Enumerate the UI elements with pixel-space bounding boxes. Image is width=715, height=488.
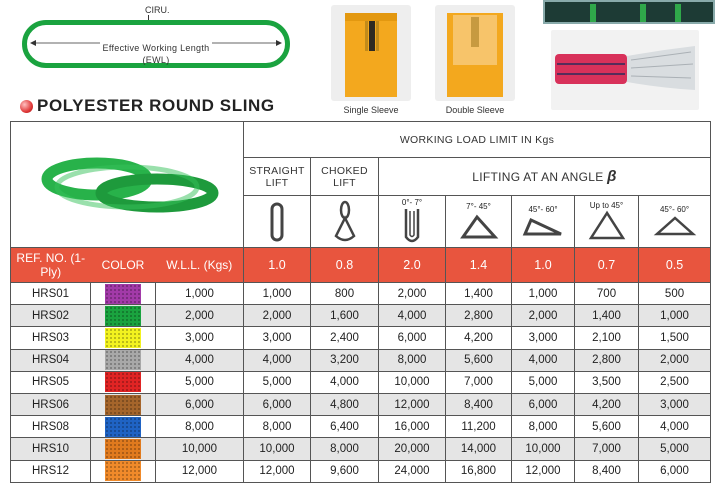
- wll-header: WORKING LOAD LIMIT IN Kgs: [244, 122, 711, 158]
- basket-wide-angle-icon: [521, 214, 565, 238]
- load-value-cell: 1,000: [244, 283, 311, 305]
- factor-0-7: 2.0: [379, 248, 446, 283]
- load-value-cell: 6,000: [639, 460, 711, 482]
- ewl-label-line2: (EWL): [142, 55, 170, 65]
- sling-core-photo: [551, 30, 699, 110]
- table-row: [11, 371, 711, 393]
- load-value-cell: 8,000: [379, 349, 446, 371]
- load-value-cell: 10,000: [244, 438, 311, 460]
- wll-cell: 6,000: [156, 393, 244, 415]
- factor-row: [11, 248, 711, 283]
- color-cell: [91, 349, 156, 371]
- load-value-cell: 12,000: [244, 460, 311, 482]
- color-cell: [91, 416, 156, 438]
- choked-lift-header: CHOKED LIFT: [311, 158, 379, 196]
- angle-45-60-icon-cell: [512, 196, 575, 248]
- load-value-cell: 4,000: [379, 305, 446, 327]
- load-value-cell: 12,000: [379, 393, 446, 415]
- load-value-cell: 3,500: [575, 371, 639, 393]
- wll-cell: 12,000: [156, 460, 244, 482]
- factor-straight: 1.0: [244, 248, 311, 283]
- color-cell: [91, 393, 156, 415]
- wll-table: [10, 121, 711, 483]
- load-value-cell: 1,000: [512, 283, 575, 305]
- angle-0-7-label: 0°- 7°: [401, 198, 423, 207]
- load-value-cell: 2,800: [446, 305, 512, 327]
- wll-cell: 5,000: [156, 371, 244, 393]
- table-body: [11, 283, 711, 483]
- angle-45-60-leg-icon-cell: [639, 196, 711, 248]
- ref-no-cell: HRS02: [11, 305, 91, 327]
- load-value-cell: 6,000: [244, 393, 311, 415]
- load-value-cell: 11,200: [446, 416, 512, 438]
- basket-vertical-icon: [400, 207, 424, 245]
- table-row: [11, 438, 711, 460]
- wll-cell: 3,000: [156, 327, 244, 349]
- load-value-cell: 1,000: [639, 305, 711, 327]
- angle-45-60-leg-label: 45°- 60°: [659, 205, 690, 214]
- load-value-cell: 3,000: [512, 327, 575, 349]
- load-value-cell: 20,000: [379, 438, 446, 460]
- choked-lift-icon: [330, 200, 360, 244]
- load-value-cell: 2,400: [311, 327, 379, 349]
- straight-lift-icon-cell: [244, 196, 311, 248]
- load-value-cell: 14,000: [446, 438, 512, 460]
- load-value-cell: 5,600: [575, 416, 639, 438]
- load-value-cell: 16,000: [379, 416, 446, 438]
- two-leg-wide-icon: [653, 214, 697, 238]
- table-row: [11, 416, 711, 438]
- ref-no-header: REF. NO. (1-Ply): [11, 248, 91, 283]
- factor-up-to-45: 0.7: [575, 248, 639, 283]
- table-row: [11, 327, 711, 349]
- load-value-cell: 4,800: [311, 393, 379, 415]
- wll-cell: 10,000: [156, 438, 244, 460]
- ref-no-cell: HRS01: [11, 283, 91, 305]
- load-value-cell: 2,800: [575, 349, 639, 371]
- load-value-cell: 2,000: [512, 305, 575, 327]
- load-value-cell: 3,000: [244, 327, 311, 349]
- color-cell: [91, 283, 156, 305]
- table-row: [11, 283, 711, 305]
- page-title: [20, 96, 275, 116]
- table-row: [11, 349, 711, 371]
- angle-7-45-icon-cell: [446, 196, 512, 248]
- load-value-cell: 6,400: [311, 416, 379, 438]
- color-swatch: [105, 417, 141, 437]
- single-sleeve-caption: Single Sleeve: [343, 105, 399, 115]
- load-value-cell: 4,200: [446, 327, 512, 349]
- ewl-label-line1: Effective Working Length: [100, 42, 213, 54]
- load-value-cell: 7,000: [575, 438, 639, 460]
- factor-7-45: 1.4: [446, 248, 512, 283]
- load-value-cell: 4,000: [244, 349, 311, 371]
- angle-45-60-label: 45°- 60°: [528, 205, 558, 214]
- factor-choked: 0.8: [311, 248, 379, 283]
- load-value-cell: 6,000: [379, 327, 446, 349]
- load-value-cell: 1,400: [446, 283, 512, 305]
- ref-no-cell: HRS04: [11, 349, 91, 371]
- ref-no-cell: HRS05: [11, 371, 91, 393]
- color-swatch: [105, 372, 141, 392]
- angle-7-45-label: 7°- 45°: [466, 202, 491, 211]
- load-value-cell: 4,000: [311, 371, 379, 393]
- load-value-cell: 8,400: [446, 393, 512, 415]
- load-value-cell: 16,800: [446, 460, 512, 482]
- load-value-cell: 24,000: [379, 460, 446, 482]
- color-swatch: [105, 328, 141, 348]
- load-value-cell: 3,200: [311, 349, 379, 371]
- load-value-cell: 6,000: [512, 393, 575, 415]
- angle-up-to-45-icon-cell: [575, 196, 639, 248]
- load-value-cell: 800: [311, 283, 379, 305]
- load-value-cell: 9,600: [311, 460, 379, 482]
- single-sleeve-image: [331, 5, 411, 101]
- straight-lift-icon: [267, 200, 287, 244]
- load-value-cell: 2,000: [379, 283, 446, 305]
- angle-header-text: LIFTING AT AN ANGLE: [472, 170, 604, 184]
- load-value-cell: 8,000: [311, 438, 379, 460]
- load-value-cell: 4,000: [639, 416, 711, 438]
- two-leg-icon: [587, 210, 627, 242]
- load-value-cell: 1,600: [311, 305, 379, 327]
- color-swatch: [105, 439, 141, 459]
- bullet-icon: [20, 100, 33, 113]
- load-value-cell: 2,100: [575, 327, 639, 349]
- load-value-cell: 3,000: [639, 393, 711, 415]
- page-title-text: POLYESTER ROUND SLING: [37, 96, 275, 115]
- ref-no-cell: HRS12: [11, 460, 91, 482]
- color-swatch: [105, 395, 141, 415]
- load-value-cell: 5,000: [512, 371, 575, 393]
- ref-no-cell: HRS10: [11, 438, 91, 460]
- angle-0-7-icon-cell: [379, 196, 446, 248]
- round-sling-photo-cell: [11, 122, 244, 248]
- ciru-label: CIRU.: [145, 5, 170, 15]
- double-sleeve-image: [435, 5, 515, 101]
- color-swatch: [105, 350, 141, 370]
- load-value-cell: 4,000: [512, 349, 575, 371]
- load-value-cell: 7,000: [446, 371, 512, 393]
- factor-45-60-leg: 0.5: [639, 248, 711, 283]
- wll-cell: 2,000: [156, 305, 244, 327]
- ref-no-cell: HRS06: [11, 393, 91, 415]
- color-swatch: [105, 306, 141, 326]
- load-value-cell: 8,000: [244, 416, 311, 438]
- wll-table-wrapper: [10, 121, 710, 483]
- color-header: COLOR: [91, 248, 156, 283]
- color-swatch: [105, 284, 141, 304]
- load-value-cell: 500: [639, 283, 711, 305]
- load-value-cell: 2,000: [639, 349, 711, 371]
- straight-lift-header: STRAIGHT LIFT: [244, 158, 311, 196]
- ewl-label: [22, 42, 290, 66]
- load-value-cell: 10,000: [512, 438, 575, 460]
- load-value-cell: 1,400: [575, 305, 639, 327]
- color-cell: [91, 305, 156, 327]
- load-value-cell: 5,600: [446, 349, 512, 371]
- load-value-cell: 8,400: [575, 460, 639, 482]
- load-value-cell: 4,200: [575, 393, 639, 415]
- load-value-cell: 2,500: [639, 371, 711, 393]
- round-sling-photo: [27, 143, 227, 223]
- ref-no-cell: HRS08: [11, 416, 91, 438]
- load-value-cell: 1,500: [639, 327, 711, 349]
- load-value-cell: 12,000: [512, 460, 575, 482]
- table-row: [11, 305, 711, 327]
- load-value-cell: 5,000: [244, 371, 311, 393]
- load-value-cell: 700: [575, 283, 639, 305]
- angle-up-to-45-label: Up to 45°: [589, 201, 624, 210]
- load-value-cell: 10,000: [379, 371, 446, 393]
- load-value-cell: 5,000: [639, 438, 711, 460]
- wll-cell: 1,000: [156, 283, 244, 305]
- sling-usage-photo: [543, 0, 715, 24]
- color-cell: [91, 371, 156, 393]
- beta-symbol: β: [607, 168, 617, 185]
- load-value-cell: 2,000: [244, 305, 311, 327]
- wll-kgs-header: W.L.L. (Kgs): [156, 248, 244, 283]
- color-swatch: [105, 461, 141, 481]
- color-cell: [91, 460, 156, 482]
- ref-no-cell: HRS03: [11, 327, 91, 349]
- table-row: [11, 460, 711, 482]
- wll-cell: 4,000: [156, 349, 244, 371]
- table-row: [11, 393, 711, 415]
- choked-lift-icon-cell: [311, 196, 379, 248]
- color-cell: [91, 438, 156, 460]
- load-value-cell: 8,000: [512, 416, 575, 438]
- double-sleeve-caption: Double Sleeve: [445, 105, 505, 115]
- angle-lifting-header: [379, 158, 711, 196]
- factor-45-60: 1.0: [512, 248, 575, 283]
- basket-angle-icon: [459, 211, 499, 241]
- wll-cell: 8,000: [156, 416, 244, 438]
- color-cell: [91, 327, 156, 349]
